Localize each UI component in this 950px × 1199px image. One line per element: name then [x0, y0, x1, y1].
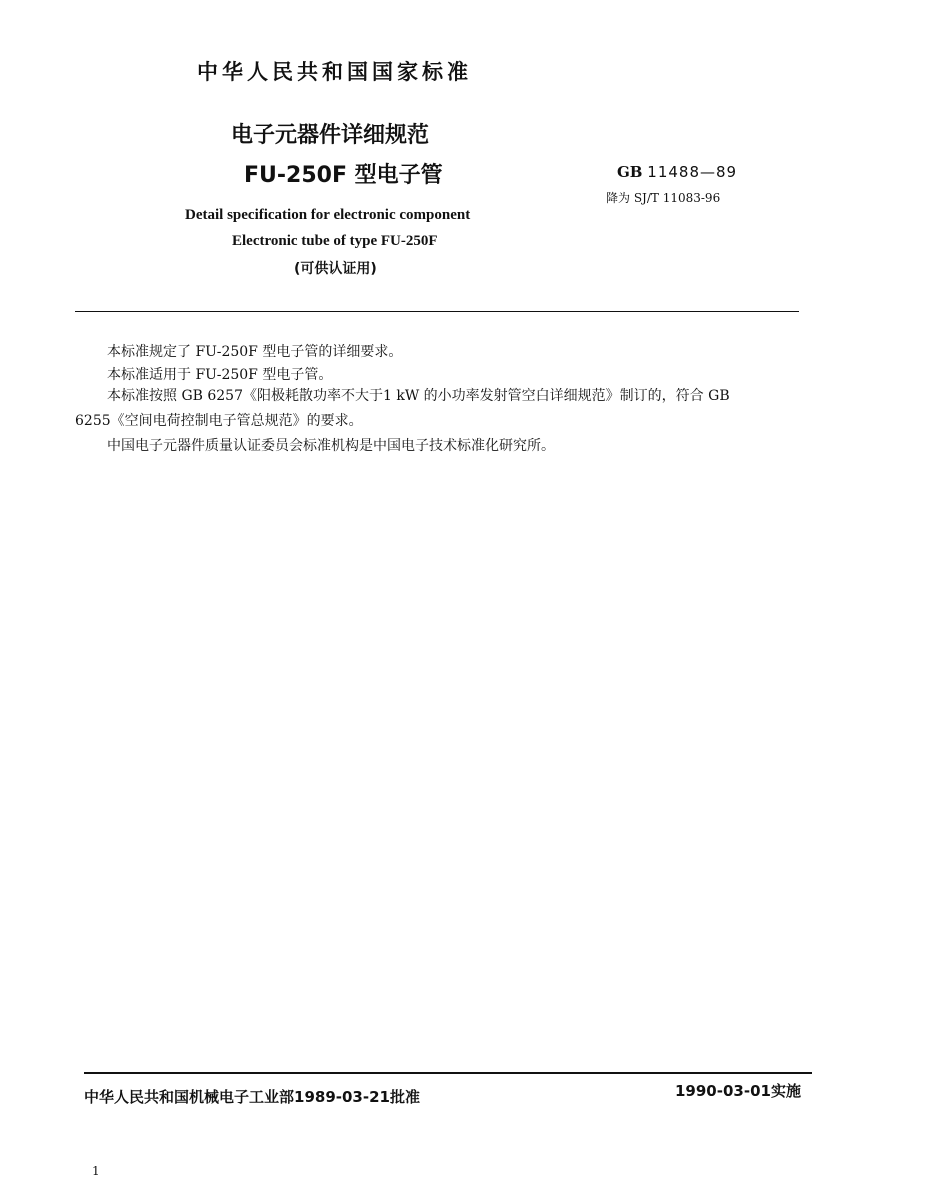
title-en-line1: Detail specification for electronic component: [185, 207, 471, 223]
standard-number-prefix: GB: [617, 163, 643, 181]
body-paragraph: 本标准按照 GB 6257《阳极耗散功率不大于1 kW 的小功率发射管空白详细规范》制订的，符合 GB: [107, 388, 730, 404]
national-standard-header: 中华人民共和国国家标准: [197, 60, 472, 84]
certification-note: (可供认证用): [294, 261, 377, 277]
page-number: 1: [92, 1164, 100, 1178]
issued-by: 中华人民共和国机械电子工业部1989-03-21批准: [84, 1088, 420, 1106]
standard-number: [617, 163, 737, 181]
title-en-line2: Electronic tube of type FU-250F: [232, 233, 438, 249]
body-paragraph: 中国电子元器件质量认证委员会标准机构是中国电子技术标准化研究所。: [107, 438, 555, 454]
body-paragraph: 本标准适用于 FU-250F 型电子管。: [107, 367, 333, 383]
effective-date: 1990-03-01实施: [675, 1082, 801, 1100]
footer-divider: [84, 1072, 812, 1074]
standard-number-value: 11488—89: [647, 163, 738, 181]
body-paragraph: 本标准规定了 FU-250F 型电子管的详细要求。: [107, 344, 403, 360]
header-divider: [75, 311, 799, 312]
title-cn-line2: FU-250F 型电子管: [244, 163, 443, 188]
body-paragraph-continuation: 6255《空间电荷控制电子管总规范》的要求。: [75, 413, 363, 429]
replaced-by-note: 降为 SJ/T 11083-96: [606, 191, 721, 205]
title-cn-line1: 电子元器件详细规范: [231, 123, 430, 148]
